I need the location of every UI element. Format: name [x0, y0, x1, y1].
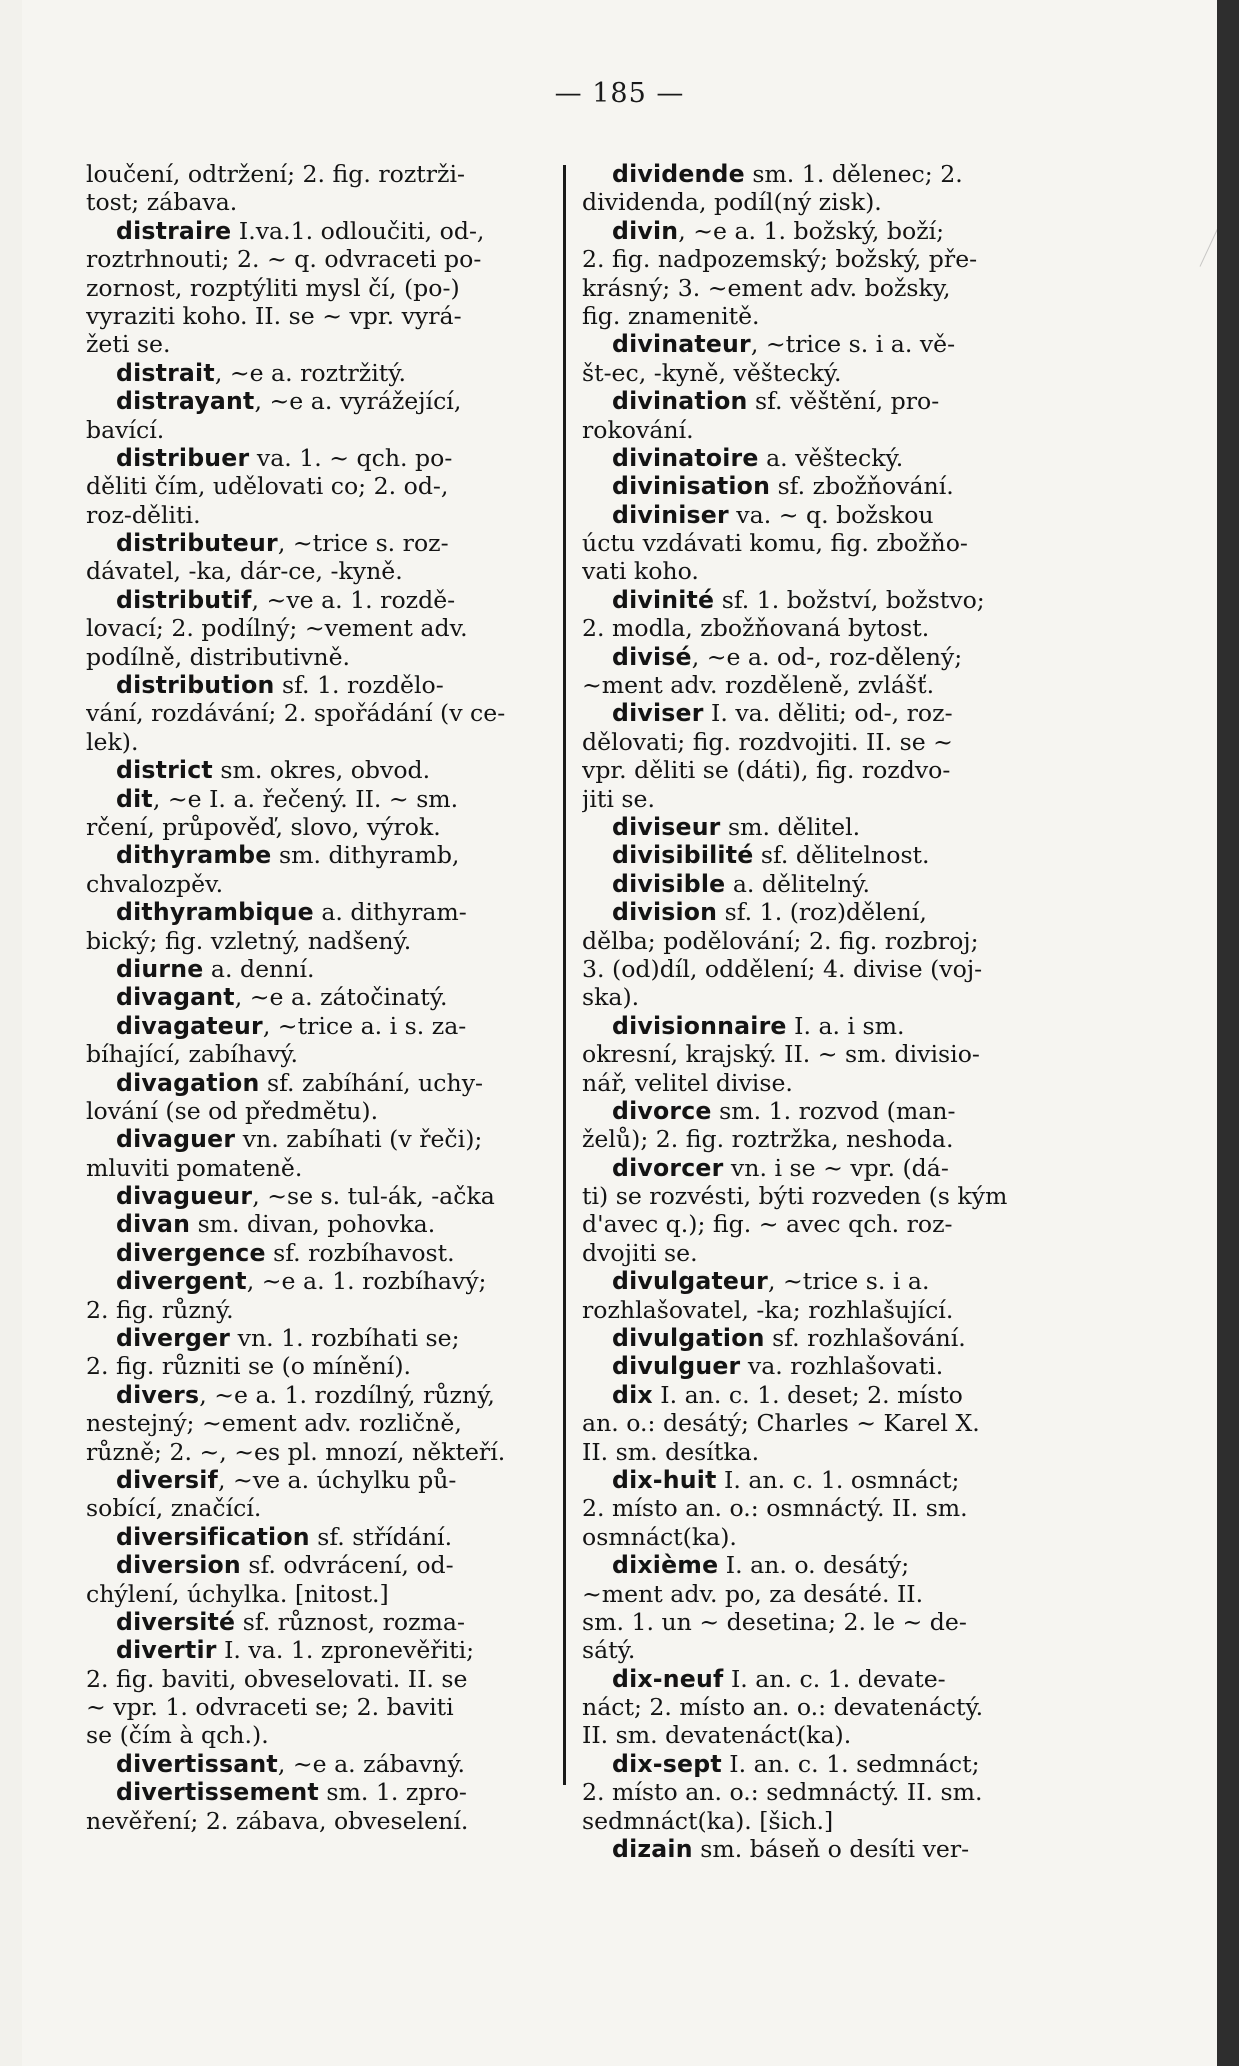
headword: divulgateur	[612, 1267, 768, 1296]
definition-text: vn. zabíhati (v řeči);	[235, 1125, 483, 1154]
definition-text: va. rozhlašovati.	[740, 1352, 944, 1381]
dictionary-line	[86, 1125, 558, 1153]
dictionary-line	[86, 1636, 558, 1664]
headword: distraire	[116, 216, 232, 245]
definition-text: sm. dithyramb,	[271, 841, 460, 870]
headword: diviseur	[612, 812, 721, 841]
headword: dixième	[612, 1551, 719, 1580]
dictionary-line	[86, 983, 558, 1011]
dictionary-line: ti) se rozvésti, býti rozveden (s kým	[582, 1182, 1008, 1211]
definition-text: I. an. c. 1. deset; 2. místo	[652, 1380, 963, 1409]
headword: divinisation	[612, 472, 771, 501]
definition-text: , ~ve a. 1. rozdě-	[251, 585, 456, 614]
dictionary-line	[582, 1381, 1078, 1409]
headword: divorcer	[612, 1153, 724, 1182]
dictionary-line: žeti se.	[86, 330, 171, 359]
headword: divulgation	[612, 1324, 765, 1353]
dictionary-line: chýlení, úchylka. [nitost.]	[86, 1579, 389, 1608]
headword: dit	[116, 784, 153, 813]
definition-text: , ~trice s. i a. vě-	[750, 330, 956, 359]
dictionary-line: 2. fig. nadpozemský; božský, pře-	[582, 245, 978, 274]
headword: divagation	[116, 1068, 260, 1097]
definition-text: I.va.1. odloučiti, od-,	[231, 216, 485, 245]
dictionary-line: náct; 2. místo an. o.: devatenáctý.	[582, 1693, 984, 1722]
dictionary-line	[86, 1778, 558, 1806]
dictionary-line: lovací; 2. podílný; ~vement adv.	[86, 614, 468, 643]
dictionary-line	[86, 1551, 558, 1579]
definition-text: sf. rozbíhavost.	[265, 1238, 455, 1267]
headword: diviser	[612, 699, 704, 728]
definition-text: , ~e a. 1. božský, boží;	[678, 216, 945, 245]
dictionary-line	[86, 359, 558, 387]
headword: diurne	[116, 954, 204, 983]
dictionary-line: 2. místo an. o.: sedmnáctý. II. sm.	[582, 1778, 983, 1807]
headword: diversification	[116, 1522, 310, 1551]
headword: dix	[612, 1380, 653, 1409]
dictionary-line: bický; fig. vzletný, nadšený.	[86, 926, 412, 955]
dictionary-line	[582, 1466, 1078, 1494]
definition-text: , ~e I. a. řečený. II. ~ sm.	[152, 784, 459, 813]
page-number: — 185 —	[554, 78, 685, 109]
dictionary-line	[582, 387, 1078, 415]
dictionary-line: II. sm. devatenáct(ka).	[582, 1721, 852, 1750]
headword: divertir	[116, 1636, 217, 1665]
dictionary-line: osmnáct(ka).	[582, 1522, 737, 1551]
headword: distrait	[116, 358, 215, 387]
definition-text: , ~trice a. i s. za-	[262, 1011, 467, 1040]
definition-text: I. va. děliti; od-, roz-	[703, 699, 953, 728]
definition-text: I. an. o. desátý;	[718, 1551, 910, 1580]
dictionary-line: lek).	[86, 727, 139, 756]
dictionary-line: rozhlašovatel, -ka; rozhlašující.	[582, 1295, 954, 1324]
dictionary-line	[86, 1381, 558, 1409]
headword: dix-huit	[612, 1465, 717, 1494]
dictionary-line: želů); 2. fig. roztržka, neshoda.	[582, 1125, 954, 1154]
headword: dithyrambe	[116, 841, 272, 870]
definition-text: sf. rozhlašování.	[764, 1324, 966, 1353]
headword: distribuer	[116, 443, 250, 472]
headword: diversion	[116, 1551, 241, 1580]
headword: divination	[612, 387, 748, 416]
definition-text: sf. 1. rozdělo-	[274, 671, 444, 700]
definition-text: sm. 1. zpro-	[318, 1778, 467, 1807]
definition-text: sf. věštění, pro-	[747, 387, 940, 416]
dictionary-line: různě; 2. ~, ~es pl. mnozí, někteří.	[86, 1437, 506, 1466]
headword: dithyrambique	[116, 898, 314, 927]
margin-mark	[1200, 212, 1217, 268]
definition-text: , ~e a. 1. rozdílný, různý,	[199, 1380, 495, 1409]
definition-text: sf. 1. (roz)dělení,	[717, 898, 927, 927]
headword: district	[116, 756, 213, 785]
definition-text: a. dělitelný.	[725, 869, 870, 898]
definition-text: sf. střídání.	[309, 1522, 453, 1551]
definition-text: va. 1. ~ qch. po-	[249, 443, 453, 472]
dictionary-line	[86, 1182, 558, 1210]
headword: divergent	[116, 1267, 247, 1296]
dictionary-line	[86, 1608, 558, 1636]
dictionary-line: chvalozpěv.	[86, 869, 224, 898]
dictionary-line: sedmnáct(ka). [šich.]	[582, 1806, 834, 1835]
definition-text: sm. 1. rozvod (man-	[711, 1096, 956, 1125]
dictionary-line: vpr. děliti se (dáti), fig. rozdvo-	[582, 756, 951, 785]
dictionary-line: rokování.	[582, 415, 694, 444]
dictionary-line: 2. místo an. o.: osmnáctý. II. sm.	[582, 1494, 968, 1523]
dictionary-line	[582, 1267, 1078, 1295]
definition-text: , ~e a. zábavný.	[277, 1749, 466, 1778]
headword: divulguer	[612, 1352, 741, 1381]
dictionary-line: nář, velitel divise.	[582, 1068, 793, 1097]
dictionary-line: 2. fig. různiti se (o mínění).	[86, 1352, 412, 1381]
definition-text: sf. zbožňování.	[770, 472, 954, 501]
dictionary-line: dvojiti se.	[582, 1238, 698, 1267]
dictionary-line	[86, 756, 558, 784]
headword: divinité	[612, 585, 715, 614]
dictionary-line	[582, 444, 1078, 472]
dictionary-line: bíhající, zabíhavý.	[86, 1040, 298, 1069]
definition-text: I. va. 1. zpronevěřiti;	[216, 1636, 475, 1665]
dictionary-line: ska).	[582, 983, 640, 1012]
definition-text: , ~trice s. i a.	[767, 1267, 930, 1296]
dictionary-line	[86, 1239, 558, 1267]
headword: dix-sept	[612, 1749, 722, 1778]
dictionary-line: jiti se.	[582, 784, 655, 813]
definition-text: va. ~ q. božskou	[728, 500, 934, 529]
dictionary-line: tost; zábava.	[86, 188, 238, 217]
dictionary-line	[86, 1324, 558, 1352]
dictionary-line: loučení, odtržení; 2. fig. roztrži-	[86, 160, 465, 188]
dictionary-line: sobící, značící.	[86, 1494, 262, 1523]
dictionary-line: 2. fig. baviti, obveselovati. II. se	[86, 1664, 468, 1693]
headword: divertissant	[116, 1749, 278, 1778]
headword: distribution	[116, 671, 275, 700]
dictionary-line	[582, 330, 1078, 358]
headword: diversité	[116, 1607, 236, 1636]
dictionary-line	[582, 217, 1078, 245]
headword: division	[612, 898, 718, 927]
dictionary-line: 3. (od)díl, oddělení; 4. divise (voj-	[582, 954, 983, 983]
dictionary-line	[86, 841, 558, 869]
dictionary-line	[86, 217, 558, 245]
headword: divisé	[612, 642, 692, 671]
dictionary-line	[582, 1551, 1078, 1579]
headword: diversif	[116, 1465, 218, 1494]
definition-text: sf. různost, rozma-	[235, 1607, 465, 1636]
dictionary-line	[582, 1750, 1078, 1778]
headword: distributeur	[116, 529, 278, 558]
headword: divinateur	[612, 330, 751, 359]
dictionary-line	[582, 1835, 1078, 1863]
definition-text: I. an. c. 1. devate-	[723, 1664, 946, 1693]
dictionary-line	[582, 1324, 1078, 1352]
dictionary-line: roz-děliti.	[86, 500, 201, 529]
dictionary-line	[582, 1352, 1078, 1380]
headword: divergence	[116, 1238, 266, 1267]
dictionary-line: úctu vzdávati komu, fig. zbožňo-	[582, 529, 968, 558]
definition-text: , ~e a. 1. rozbíhavý;	[246, 1267, 487, 1296]
dictionary-line: krásný; 3. ~ement adv. božsky,	[582, 273, 951, 302]
dictionary-line: okresní, krajský. II. ~ sm. divisio-	[582, 1040, 980, 1069]
dictionary-line: 2. fig. různý.	[86, 1295, 234, 1324]
definition-text: vn. 1. rozbíhati se;	[230, 1324, 460, 1353]
headword: distrayant	[116, 387, 255, 416]
dictionary-line	[86, 1210, 558, 1238]
dictionary-line: nestejný; ~ement adv. rozličně,	[86, 1409, 462, 1438]
definition-text: I. an. c. 1. osmnáct;	[716, 1465, 960, 1494]
right-column	[582, 160, 1078, 1863]
dictionary-line	[582, 501, 1078, 529]
definition-text: , ~e a. vyrážející,	[254, 387, 462, 416]
headword: divisibilité	[612, 841, 754, 870]
dictionary-line: vyraziti koho. II. se ~ vpr. vyrá-	[86, 301, 462, 330]
definition-text: sf. 1. božství, božstvo;	[714, 585, 985, 614]
definition-text: , ~ve a. úchylku pů-	[218, 1465, 457, 1494]
dictionary-line	[582, 898, 1078, 926]
headword: divisible	[612, 869, 726, 898]
column-divider	[563, 165, 566, 1785]
definition-text: I. an. c. 1. sedmnáct;	[721, 1749, 980, 1778]
headword: dix-neuf	[612, 1664, 724, 1693]
left-column	[86, 160, 558, 1835]
definition-text: , ~trice s. roz-	[277, 529, 449, 558]
definition-text: , ~se s. tul-ák, -ačka	[252, 1182, 495, 1211]
definition-text: sf. odvrácení, od-	[240, 1551, 454, 1580]
dictionary-line: sm. 1. un ~ desetina; 2. le ~ de-	[582, 1607, 967, 1636]
dictionary-line	[582, 472, 1078, 500]
dictionary-line	[86, 1466, 558, 1494]
definition-text: sm. 1. dělenec; 2.	[744, 160, 963, 188]
dictionary-line: dávatel, -ka, dár-ce, -kyně.	[86, 557, 403, 586]
dictionary-line: ~ment adv. rozděleně, zvlášť.	[582, 671, 935, 700]
headword: dividende	[612, 160, 745, 188]
dictionary-line	[86, 529, 558, 557]
headword: divagant	[116, 983, 235, 1012]
dictionary-line	[86, 1012, 558, 1040]
headword: divin	[612, 216, 679, 245]
dictionary-line: fig. znamenitě.	[582, 301, 760, 330]
dictionary-line: ~ vpr. 1. odvraceti se; 2. baviti	[86, 1693, 454, 1722]
headword: diviniser	[612, 500, 729, 529]
definition-text: a. věštecký.	[758, 443, 904, 472]
dictionary-line	[86, 387, 558, 415]
definition-text: , ~e a. od-, roz-dělený;	[691, 642, 963, 671]
headword: divinatoire	[612, 443, 759, 472]
dictionary-page	[22, 0, 1217, 2066]
headword: divorce	[612, 1096, 712, 1125]
definition-text: a. denní.	[203, 954, 315, 983]
definition-text: vn. i se ~ vpr. (dá-	[723, 1153, 949, 1182]
dictionary-line	[582, 813, 1078, 841]
dictionary-line	[582, 160, 1078, 188]
dictionary-line	[582, 1154, 1078, 1182]
definition-text: sf. zabíhání, uchy-	[259, 1068, 484, 1097]
dictionary-line	[582, 586, 1078, 614]
dictionary-line	[86, 444, 558, 472]
dictionary-line: děliti čím, udělovati co; 2. od-,	[86, 472, 449, 501]
definition-text: a. dithyram-	[313, 898, 467, 927]
dictionary-line: podílně, distributivně.	[86, 642, 351, 671]
dictionary-line	[86, 671, 558, 699]
headword: divaguer	[116, 1125, 236, 1154]
headword: divagueur	[116, 1182, 253, 1211]
dictionary-line	[86, 1267, 558, 1295]
headword: divers	[116, 1380, 200, 1409]
dictionary-line	[582, 1665, 1078, 1693]
dictionary-line: nevěření; 2. zábava, obveselení.	[86, 1806, 469, 1835]
dictionary-line: ~ment adv. po, za desáté. II.	[582, 1579, 924, 1608]
headword: divisionnaire	[612, 1011, 787, 1040]
dictionary-line: dividenda, podíl(ný zisk).	[582, 188, 882, 217]
definition-text: , ~e a. roztržitý.	[214, 358, 406, 387]
dictionary-line: vati koho.	[582, 557, 699, 586]
headword: diverger	[116, 1324, 231, 1353]
definition-text: sf. dělitelnost.	[753, 841, 930, 870]
dictionary-line: an. o.: desátý; Charles ~ Karel X.	[582, 1409, 980, 1438]
definition-text: , ~e a. zátočinatý.	[234, 983, 448, 1012]
dictionary-line: sátý.	[582, 1636, 636, 1665]
definition-text: sm. okres, obvod.	[212, 756, 431, 785]
dictionary-line	[86, 1069, 558, 1097]
dictionary-line	[582, 1012, 1078, 1040]
headword: divertissement	[116, 1778, 319, 1807]
dictionary-line	[86, 586, 558, 614]
headword: divan	[116, 1210, 191, 1239]
dictionary-line: zornost, rozptýliti mysl čí, (po-)	[86, 273, 460, 302]
headword: dizain	[612, 1835, 693, 1864]
dictionary-line	[86, 955, 558, 983]
dictionary-line: roztrhnouti; 2. ~ q. odvraceti po-	[86, 245, 482, 274]
dictionary-line: št-ec, -kyně, věštecký.	[582, 358, 842, 387]
dictionary-line	[86, 1750, 558, 1778]
dictionary-line	[582, 1097, 1078, 1125]
headword: divagateur	[116, 1011, 263, 1040]
dictionary-line	[582, 870, 1078, 898]
dictionary-line	[582, 643, 1078, 671]
dictionary-line	[86, 1523, 558, 1551]
dictionary-line: rčení, průpověď, slovo, výrok.	[86, 812, 441, 841]
dictionary-line: dělba; podělování; 2. fig. rozbroj;	[582, 926, 979, 955]
headword: distributif	[116, 585, 252, 614]
dictionary-line	[86, 785, 558, 813]
dictionary-line: 2. modla, zbožňovaná bytost.	[582, 614, 930, 643]
definition-text: sm. divan, pohovka.	[190, 1210, 436, 1239]
dictionary-line: lování (se od předmětu).	[86, 1096, 379, 1125]
dictionary-line: dělovati; fig. rozdvojiti. II. se ~	[582, 727, 953, 756]
definition-text: I. a. i sm.	[786, 1011, 905, 1040]
dictionary-line: vání, rozdávání; 2. spořádání (v ce-	[86, 699, 506, 728]
definition-text: sm. dělitel.	[720, 812, 861, 841]
dictionary-line: II. sm. desítka.	[582, 1437, 760, 1466]
dictionary-line	[582, 699, 1078, 727]
dictionary-line: bavící.	[86, 415, 165, 444]
dictionary-line: mluviti pomateně.	[86, 1153, 303, 1182]
dictionary-line	[86, 898, 558, 926]
dictionary-line: d'avec q.); fig. ~ avec qch. roz-	[582, 1210, 953, 1239]
dictionary-line: se (čím à qch.).	[86, 1721, 269, 1750]
definition-text: sm. báseň o desíti ver-	[692, 1835, 970, 1864]
dictionary-line	[582, 841, 1078, 869]
